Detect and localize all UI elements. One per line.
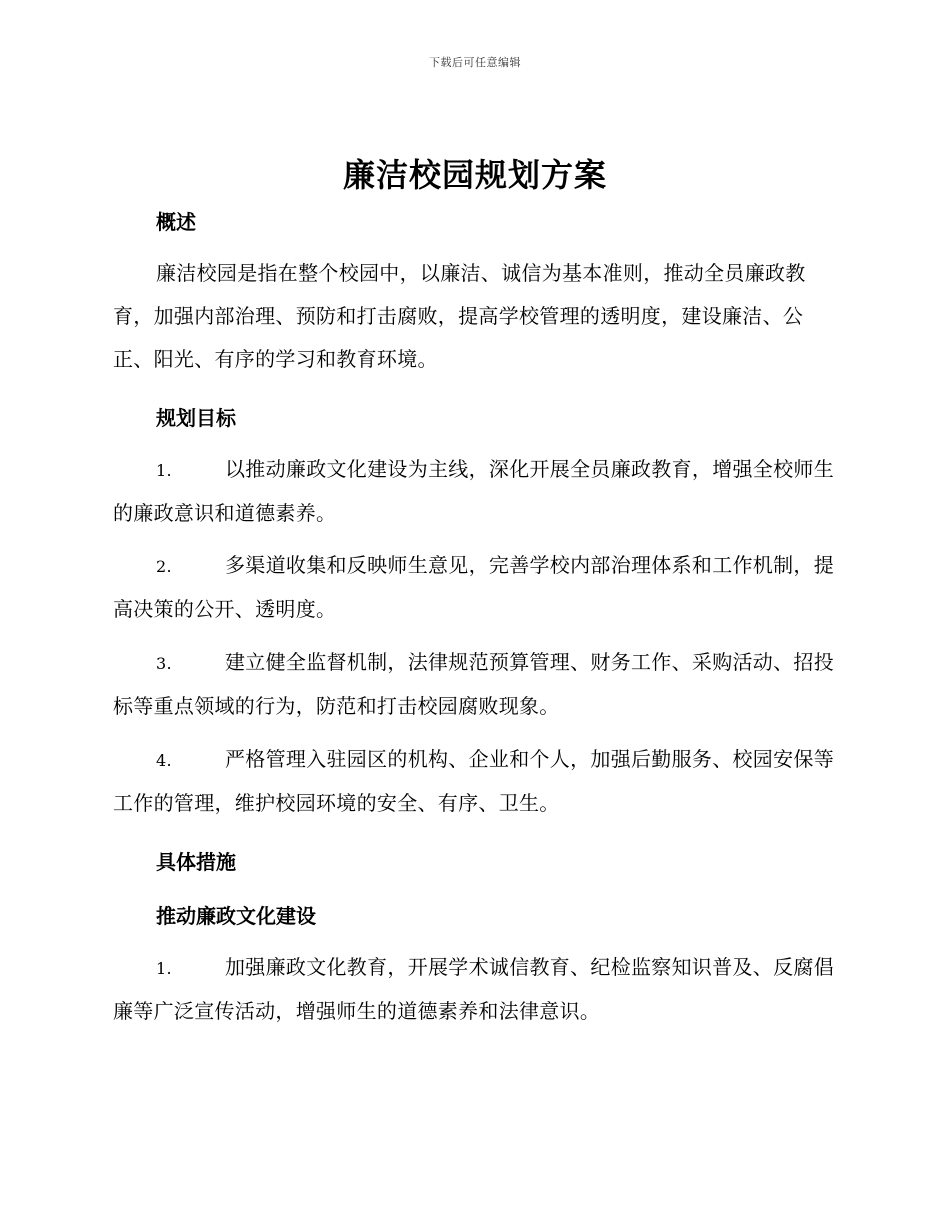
list-number: 3.: [156, 654, 172, 673]
list-number: 4.: [156, 751, 172, 770]
section-heading-overview: 概述: [156, 210, 196, 234]
list-item-text: 以推动廉政文化建设为主线，深化开展全员廉政教育，增强全校师生的廉政意识和道德素养。: [113, 457, 834, 525]
list-item-text: 严格管理入驻园区的机构、企业和个人，加强后勤服务、校园安保等工作的管理，维护校园环境的安全、有序、卫生。: [113, 747, 834, 815]
list-number: 1.: [156, 959, 172, 978]
section-heading-measures: 具体措施: [156, 850, 236, 874]
goal-list-item: [113, 641, 843, 728]
list-number: 2.: [156, 557, 172, 576]
page-header: 下载后可任意编辑: [429, 56, 521, 69]
section-heading-goals: 规划目标: [156, 406, 236, 430]
list-number: 1.: [156, 461, 172, 480]
list-item-text: 多渠道收集和反映师生意见，完善学校内部治理体系和工作机制，提高决策的公开、透明度。: [113, 553, 834, 621]
overview-paragraph-text: 廉洁校园是指在整个校园中，以廉洁、诚信为基本准则，推动全员廉政教育，加强内部治理、预防和打击腐败，提高学校管理的透明度，建设廉洁、公正、阳光、有序的学习和教育环境。: [113, 261, 806, 371]
subheading-culture: 推动廉政文化建设: [156, 904, 316, 928]
goal-list-item: [113, 544, 843, 631]
measure-list-item: [113, 946, 843, 1033]
overview-paragraph: [113, 252, 843, 381]
goal-list-item: [113, 448, 843, 535]
document-title: 廉洁校园规划方案: [342, 156, 607, 194]
goal-list-item: [113, 738, 843, 825]
list-item-text: 建立健全监督机制，法律规范预算管理、财务工作、采购活动、招投标等重点领域的行为，防范和打击校园腐败现象。: [113, 650, 834, 718]
list-item-text: 加强廉政文化教育，开展学术诚信教育、纪检监察知识普及、反腐倡廉等广泛宣传活动，增强师生的道德素养和法律意识。: [113, 955, 834, 1023]
